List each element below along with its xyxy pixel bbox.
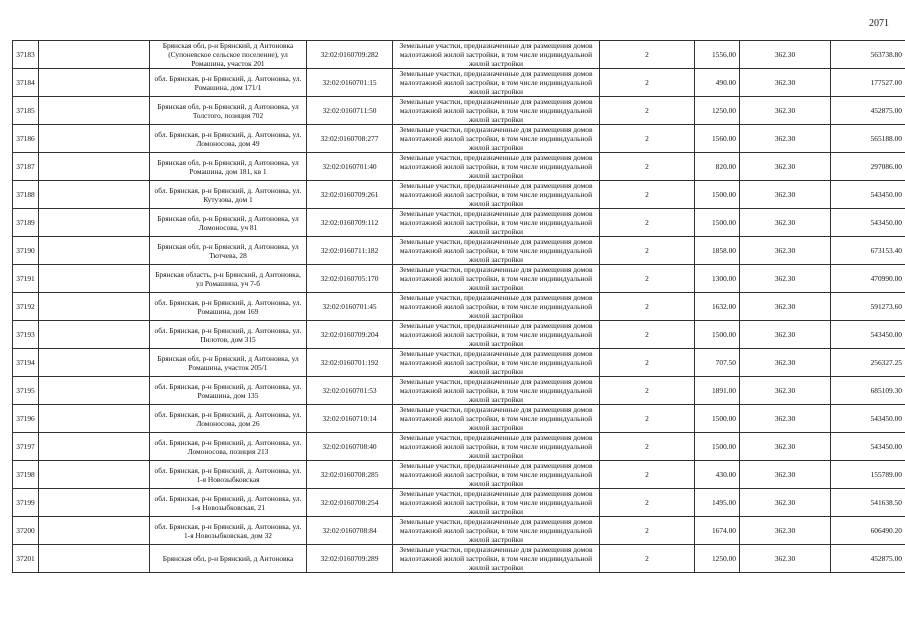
table-row bbox=[13, 293, 905, 321]
cadastral-number-cell: 32:02:0160708:277 bbox=[307, 125, 393, 153]
address-cell: Брянская обл, р-н Брянский, д Антоновка, ул Тютчева, 28 bbox=[150, 237, 307, 265]
rate-cell: 362.30 bbox=[740, 97, 831, 125]
cadastral-number-cell: 32:02:0160701:15 bbox=[307, 69, 393, 97]
empty-cell bbox=[39, 349, 150, 377]
table-row bbox=[13, 209, 905, 237]
land-purpose-cell: Земельные участки, предназначенные для размещения домов малоэтажной жилой застройки, в том числе индивидуальной жилой застройки bbox=[393, 153, 600, 181]
empty-cell bbox=[39, 405, 150, 433]
category-cell: 2 bbox=[600, 517, 695, 545]
rate-cell: 362.30 bbox=[740, 153, 831, 181]
area-cell: 1560.00 bbox=[695, 125, 740, 153]
land-purpose-cell: Земельные участки, предназначенные для размещения домов малоэтажной жилой застройки, в том числе индивидуальной жилой застройки bbox=[393, 517, 600, 545]
category-cell: 2 bbox=[600, 545, 695, 573]
table-row bbox=[13, 517, 905, 545]
area-cell: 1500.00 bbox=[695, 181, 740, 209]
empty-cell bbox=[39, 545, 150, 573]
land-purpose-cell: Земельные участки, предназначенные для размещения домов малоэтажной жилой застройки, в том числе индивидуальной жилой застройки bbox=[393, 377, 600, 405]
address-cell: обл. Брянская, р-н Брянский, д. Антоновка, ул. 1-я Новозыбковская, дом 32 bbox=[150, 517, 307, 545]
land-purpose-cell: Земельные участки, предназначенные для размещения домов малоэтажной жилой застройки, в том числе индивидуальной жилой застройки bbox=[393, 209, 600, 237]
cadastral-number-cell: 32:02:0160701:192 bbox=[307, 349, 393, 377]
table-row bbox=[13, 349, 905, 377]
land-purpose-cell: Земельные участки, предназначенные для размещения домов малоэтажной жилой застройки, в том числе индивидуальной жилой застройки bbox=[393, 69, 600, 97]
table-row bbox=[13, 41, 905, 69]
area-cell: 1891.00 bbox=[695, 377, 740, 405]
empty-cell bbox=[39, 69, 150, 97]
rate-cell: 362.30 bbox=[740, 545, 831, 573]
cadastral-number-cell: 32:02:0160711:182 bbox=[307, 237, 393, 265]
land-purpose-cell: Земельные участки, предназначенные для размещения домов малоэтажной жилой застройки, в том числе индивидуальной жилой застройки bbox=[393, 41, 600, 69]
row-number: 37184 bbox=[13, 69, 39, 97]
empty-cell bbox=[39, 489, 150, 517]
address-cell: Брянская обл, р-н Брянский, д Антоновка bbox=[150, 545, 307, 573]
category-cell: 2 bbox=[600, 181, 695, 209]
empty-cell bbox=[39, 461, 150, 489]
table-row bbox=[13, 69, 905, 97]
cadastral-value-cell: 256327.25 bbox=[831, 349, 905, 377]
rate-cell: 362.30 bbox=[740, 41, 831, 69]
address-cell: обл. Брянская, р-н Брянский, д. Антоновка, ул. Ромашина, дом 135 bbox=[150, 377, 307, 405]
empty-cell bbox=[39, 377, 150, 405]
area-cell: 490.00 bbox=[695, 69, 740, 97]
table-row bbox=[13, 125, 905, 153]
table-row bbox=[13, 321, 905, 349]
area-cell: 1858.00 bbox=[695, 237, 740, 265]
table-row bbox=[13, 97, 905, 125]
category-cell: 2 bbox=[600, 97, 695, 125]
rate-cell: 362.30 bbox=[740, 321, 831, 349]
rate-cell: 362.30 bbox=[740, 125, 831, 153]
category-cell: 2 bbox=[600, 265, 695, 293]
land-purpose-cell: Земельные участки, предназначенные для размещения домов малоэтажной жилой застройки, в том числе индивидуальной жилой застройки bbox=[393, 321, 600, 349]
land-purpose-cell: Земельные участки, предназначенные для размещения домов малоэтажной жилой застройки, в том числе индивидуальной жилой застройки bbox=[393, 489, 600, 517]
row-number: 37192 bbox=[13, 293, 39, 321]
cadastral-number-cell: 32:02:0160709:204 bbox=[307, 321, 393, 349]
land-purpose-cell: Земельные участки, предназначенные для размещения домов малоэтажной жилой застройки, в том числе индивидуальной жилой застройки bbox=[393, 265, 600, 293]
cadastral-number-cell: 32:02:0160709:282 bbox=[307, 41, 393, 69]
row-number: 37199 bbox=[13, 489, 39, 517]
cadastral-number-cell: 32:02:0160708:254 bbox=[307, 489, 393, 517]
rate-cell: 362.30 bbox=[740, 209, 831, 237]
land-purpose-cell: Земельные участки, предназначенные для размещения домов малоэтажной жилой застройки, в том числе индивидуальной жилой застройки bbox=[393, 545, 600, 573]
land-registry-table bbox=[12, 40, 905, 573]
row-number: 37187 bbox=[13, 153, 39, 181]
row-number: 37201 bbox=[13, 545, 39, 573]
address-cell: обл. Брянская, р-н Брянский, д. Антоновка, ул. Ромашина, дом 169 bbox=[150, 293, 307, 321]
address-cell: обл. Брянская, р-н Брянский, д. Антоновка, ул. Ломоносова, дом 26 bbox=[150, 405, 307, 433]
land-purpose-cell: Земельные участки, предназначенные для размещения домов малоэтажной жилой застройки, в том числе индивидуальной жилой застройки bbox=[393, 293, 600, 321]
category-cell: 2 bbox=[600, 377, 695, 405]
address-cell: обл. Брянская, р-н Брянский, д. Антоновка, ул. Ромашина, дом 171/1 bbox=[150, 69, 307, 97]
cadastral-value-cell: 606490.20 bbox=[831, 517, 905, 545]
rate-cell: 362.30 bbox=[740, 489, 831, 517]
table-body bbox=[13, 41, 905, 573]
row-number: 37197 bbox=[13, 433, 39, 461]
category-cell: 2 bbox=[600, 41, 695, 69]
address-cell: обл. Брянская, р-н Брянский, д. Антоновка, ул. Кутузова, дом 1 bbox=[150, 181, 307, 209]
category-cell: 2 bbox=[600, 349, 695, 377]
row-number: 37191 bbox=[13, 265, 39, 293]
cadastral-value-cell: 452875.00 bbox=[831, 545, 905, 573]
empty-cell bbox=[39, 97, 150, 125]
rate-cell: 362.30 bbox=[740, 181, 831, 209]
land-purpose-cell: Земельные участки, предназначенные для размещения домов малоэтажной жилой застройки, в том числе индивидуальной жилой застройки bbox=[393, 125, 600, 153]
category-cell: 2 bbox=[600, 461, 695, 489]
row-number: 37194 bbox=[13, 349, 39, 377]
category-cell: 2 bbox=[600, 433, 695, 461]
cadastral-value-cell: 297086.00 bbox=[831, 153, 905, 181]
cadastral-value-cell: 565188.00 bbox=[831, 125, 905, 153]
rate-cell: 362.30 bbox=[740, 349, 831, 377]
cadastral-number-cell: 32:02:0160701:45 bbox=[307, 293, 393, 321]
area-cell: 820.00 bbox=[695, 153, 740, 181]
row-number: 37183 bbox=[13, 41, 39, 69]
cadastral-number-cell: 32:02:0160709:261 bbox=[307, 181, 393, 209]
cadastral-value-cell: 177527.00 bbox=[831, 69, 905, 97]
cadastral-number-cell: 32:02:0160708:285 bbox=[307, 461, 393, 489]
area-cell: 1250.00 bbox=[695, 545, 740, 573]
land-purpose-cell: Земельные участки, предназначенные для размещения домов малоэтажной жилой застройки, в том числе индивидуальной жилой застройки bbox=[393, 349, 600, 377]
rate-cell: 362.30 bbox=[740, 517, 831, 545]
cadastral-value-cell: 591273.60 bbox=[831, 293, 905, 321]
row-number: 37189 bbox=[13, 209, 39, 237]
page-number: 2071 bbox=[869, 18, 889, 29]
address-cell: Брянская обл, р-н Брянский, д Антоновка, ул Ромашина, участок 205/1 bbox=[150, 349, 307, 377]
empty-cell bbox=[39, 41, 150, 69]
cadastral-number-cell: 32:02:0160711:50 bbox=[307, 97, 393, 125]
cadastral-number-cell: 32:02:0160710:14 bbox=[307, 405, 393, 433]
cadastral-number-cell: 32:02:0160701:40 bbox=[307, 153, 393, 181]
table-row bbox=[13, 237, 905, 265]
address-cell: Брянская обл, р-н Брянский, д Антоновка, ул Ромашина, дом 181, кв 1 bbox=[150, 153, 307, 181]
address-cell: Брянская обл, р-н Брянский, д Антоновка (Супоневское сельское поселение), ул Ромашина, участок 201 bbox=[150, 41, 307, 69]
cadastral-value-cell: 155789.00 bbox=[831, 461, 905, 489]
table-row bbox=[13, 377, 905, 405]
cadastral-value-cell: 543450.00 bbox=[831, 321, 905, 349]
address-cell: обл. Брянская, р-н Брянский, д. Антоновка, ул. Пилотов, дом 315 bbox=[150, 321, 307, 349]
category-cell: 2 bbox=[600, 125, 695, 153]
cadastral-number-cell: 32:02:0160705:170 bbox=[307, 265, 393, 293]
rate-cell: 362.30 bbox=[740, 405, 831, 433]
rate-cell: 362.30 bbox=[740, 433, 831, 461]
table-row bbox=[13, 433, 905, 461]
table-row bbox=[13, 153, 905, 181]
area-cell: 430.00 bbox=[695, 461, 740, 489]
row-number: 37200 bbox=[13, 517, 39, 545]
table-row bbox=[13, 461, 905, 489]
cadastral-value-cell: 470990.00 bbox=[831, 265, 905, 293]
empty-cell bbox=[39, 293, 150, 321]
area-cell: 707.50 bbox=[695, 349, 740, 377]
address-cell: обл. Брянская, р-н Брянский, д. Антоновка, ул. 1-я Новозыбковская bbox=[150, 461, 307, 489]
area-cell: 1556.00 bbox=[695, 41, 740, 69]
cadastral-number-cell: 32:02:0160708:40 bbox=[307, 433, 393, 461]
address-cell: обл. Брянская, р-н Брянский, д. Антоновка, ул. Ломоносова, дом 49 bbox=[150, 125, 307, 153]
cadastral-value-cell: 543450.00 bbox=[831, 433, 905, 461]
address-cell: Брянская область, р-н Брянский, д Антоновка, ул Ромашина, уч 7-б bbox=[150, 265, 307, 293]
row-number: 37195 bbox=[13, 377, 39, 405]
area-cell: 1500.00 bbox=[695, 321, 740, 349]
land-purpose-cell: Земельные участки, предназначенные для размещения домов малоэтажной жилой застройки, в том числе индивидуальной жилой застройки bbox=[393, 461, 600, 489]
rate-cell: 362.30 bbox=[740, 265, 831, 293]
rate-cell: 362.30 bbox=[740, 69, 831, 97]
empty-cell bbox=[39, 321, 150, 349]
empty-cell bbox=[39, 433, 150, 461]
area-cell: 1500.00 bbox=[695, 209, 740, 237]
cadastral-number-cell: 32:02:0160701:53 bbox=[307, 377, 393, 405]
table-row bbox=[13, 181, 905, 209]
cadastral-value-cell: 541638.50 bbox=[831, 489, 905, 517]
table-row bbox=[13, 405, 905, 433]
cadastral-number-cell: 32:02:0160708:84 bbox=[307, 517, 393, 545]
cadastral-number-cell: 32:02:0160709:289 bbox=[307, 545, 393, 573]
row-number: 37190 bbox=[13, 237, 39, 265]
empty-cell bbox=[39, 237, 150, 265]
row-number: 37198 bbox=[13, 461, 39, 489]
row-number: 37193 bbox=[13, 321, 39, 349]
row-number: 37186 bbox=[13, 125, 39, 153]
land-purpose-cell: Земельные участки, предназначенные для размещения домов малоэтажной жилой застройки, в том числе индивидуальной жилой застройки bbox=[393, 181, 600, 209]
empty-cell bbox=[39, 125, 150, 153]
area-cell: 1500.00 bbox=[695, 433, 740, 461]
rate-cell: 362.30 bbox=[740, 237, 831, 265]
cadastral-value-cell: 452875.00 bbox=[831, 97, 905, 125]
area-cell: 1674.00 bbox=[695, 517, 740, 545]
category-cell: 2 bbox=[600, 293, 695, 321]
category-cell: 2 bbox=[600, 489, 695, 517]
table-row bbox=[13, 489, 905, 517]
table-row bbox=[13, 545, 905, 573]
land-purpose-cell: Земельные участки, предназначенные для размещения домов малоэтажной жилой застройки, в том числе индивидуальной жилой застройки bbox=[393, 237, 600, 265]
area-cell: 1632.00 bbox=[695, 293, 740, 321]
rate-cell: 362.30 bbox=[740, 377, 831, 405]
rate-cell: 362.30 bbox=[740, 293, 831, 321]
area-cell: 1250.00 bbox=[695, 97, 740, 125]
land-purpose-cell: Земельные участки, предназначенные для размещения домов малоэтажной жилой застройки, в том числе индивидуальной жилой застройки bbox=[393, 405, 600, 433]
land-purpose-cell: Земельные участки, предназначенные для размещения домов малоэтажной жилой застройки, в том числе индивидуальной жилой застройки bbox=[393, 97, 600, 125]
cadastral-value-cell: 543450.00 bbox=[831, 405, 905, 433]
row-number: 37196 bbox=[13, 405, 39, 433]
category-cell: 2 bbox=[600, 405, 695, 433]
category-cell: 2 bbox=[600, 237, 695, 265]
cadastral-value-cell: 543450.00 bbox=[831, 209, 905, 237]
cadastral-value-cell: 563738.80 bbox=[831, 41, 905, 69]
row-number: 37185 bbox=[13, 97, 39, 125]
area-cell: 1495.00 bbox=[695, 489, 740, 517]
cadastral-value-cell: 685109.30 bbox=[831, 377, 905, 405]
table-row bbox=[13, 265, 905, 293]
address-cell: Брянская обл, р-н Брянский, д Антоновка, ул Ломоносова, уч 81 bbox=[150, 209, 307, 237]
empty-cell bbox=[39, 153, 150, 181]
empty-cell bbox=[39, 209, 150, 237]
address-cell: Брянская обл, р-н Брянский, д Антоновка, ул Толстого, позиция 702 bbox=[150, 97, 307, 125]
cadastral-value-cell: 673153.40 bbox=[831, 237, 905, 265]
area-cell: 1500.00 bbox=[695, 405, 740, 433]
empty-cell bbox=[39, 517, 150, 545]
category-cell: 2 bbox=[600, 209, 695, 237]
category-cell: 2 bbox=[600, 153, 695, 181]
empty-cell bbox=[39, 265, 150, 293]
land-purpose-cell: Земельные участки, предназначенные для размещения домов малоэтажной жилой застройки, в том числе индивидуальной жилой застройки bbox=[393, 433, 600, 461]
empty-cell bbox=[39, 181, 150, 209]
address-cell: обл. Брянская, р-н Брянский, д. Антоновка, ул. 1-я Новозыбковская, 21 bbox=[150, 489, 307, 517]
cadastral-number-cell: 32:02:0160709:112 bbox=[307, 209, 393, 237]
area-cell: 1300.00 bbox=[695, 265, 740, 293]
category-cell: 2 bbox=[600, 69, 695, 97]
address-cell: обл. Брянская, р-н Брянский, д. Антоновка, ул. Ломоносова, позиция 213 bbox=[150, 433, 307, 461]
cadastral-value-cell: 543450.00 bbox=[831, 181, 905, 209]
category-cell: 2 bbox=[600, 321, 695, 349]
row-number: 37188 bbox=[13, 181, 39, 209]
rate-cell: 362.30 bbox=[740, 461, 831, 489]
